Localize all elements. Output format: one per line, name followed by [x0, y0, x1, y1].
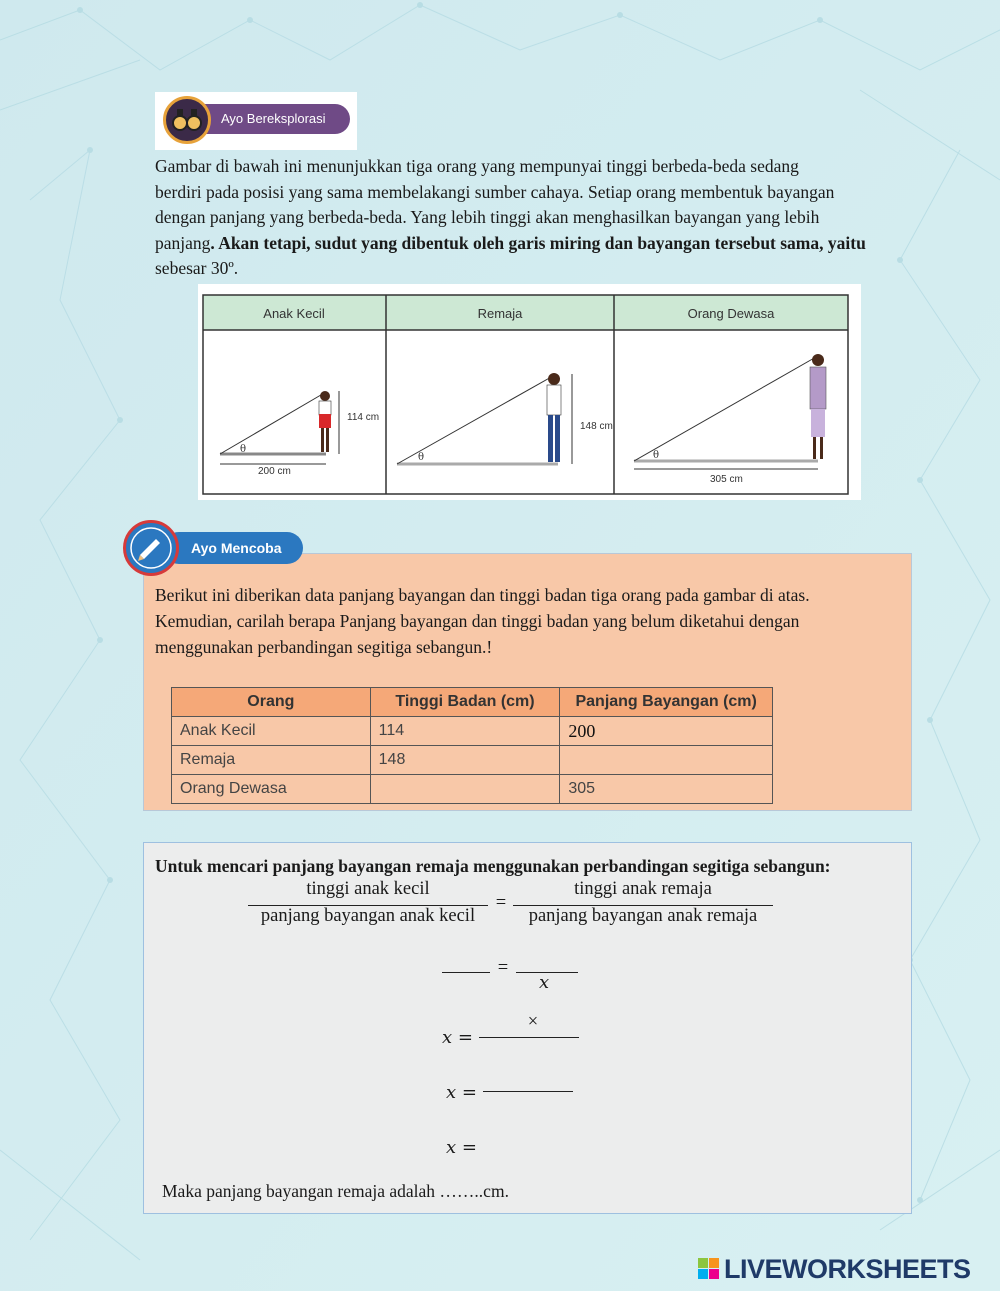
- cell-bayangan: 305: [560, 775, 773, 804]
- cell-tinggi: 114: [370, 717, 560, 746]
- step3-x-eq: x =: [446, 1082, 477, 1103]
- cell-bayangan-input[interactable]: [560, 746, 773, 775]
- shadow-figure: [198, 284, 861, 500]
- header-tinggi: Tinggi Badan (cm): [370, 688, 560, 717]
- adult-angle-label: θ: [653, 450, 660, 461]
- step1-x: x: [539, 972, 550, 993]
- cell-orang: Orang Dewasa: [172, 775, 371, 804]
- logo-text: LIVEWORKSHEETS: [724, 1254, 971, 1284]
- header-orang: Orang: [172, 688, 371, 717]
- table-header-row: [172, 688, 773, 717]
- figure-header-adult: Orang Dewasa: [687, 306, 775, 321]
- intro-paragraph: [155, 154, 905, 282]
- step4-x-eq: x =: [446, 1137, 477, 1158]
- step2-times: ×: [527, 1012, 539, 1032]
- explore-badge: [155, 92, 357, 150]
- try-paragraph: [155, 582, 905, 660]
- binoculars-icon: [163, 96, 211, 144]
- solution-title: Untuk mencari panjang bayangan remaja menggunakan perbandingan segitiga sebangun:: [155, 856, 831, 876]
- step2-fraction-bar[interactable]: [479, 1037, 579, 1038]
- adult-shadow-label: 305 cm: [710, 474, 743, 485]
- teen-diagram: [397, 373, 613, 464]
- cell-tinggi: 148: [370, 746, 560, 775]
- table-row: [172, 717, 773, 746]
- figure-header-child: Anak Kecil: [263, 306, 325, 321]
- step3-fraction-bar[interactable]: [483, 1091, 573, 1092]
- intro-line-1: Gambar di bawah ini menunjukkan tiga orang yang mempunyai tinggi berbeda-beda sedang: [155, 156, 799, 176]
- fraction-numerator-right: tinggi anak remaja: [574, 879, 712, 899]
- explore-badge-label: Ayo Bereksplorasi: [185, 104, 350, 134]
- child-height-label: 114 cm: [347, 412, 380, 423]
- child-shadow-label: 200 cm: [258, 466, 291, 477]
- cell-tinggi-input[interactable]: [370, 775, 560, 804]
- adult-diagram: [634, 354, 826, 485]
- table-row: [172, 775, 773, 804]
- logo-square-orange: [709, 1258, 719, 1268]
- figure-header-teen: Remaja: [477, 306, 523, 321]
- child-angle-label: θ: [240, 444, 247, 455]
- intro-word-panjang: panjang: [155, 232, 211, 253]
- teen-angle-label: θ: [418, 452, 425, 463]
- conclusion-text: Maka panjang bayangan remaja adalah ……..cm.: [162, 1181, 509, 1201]
- intro-line-4: [155, 231, 905, 257]
- try-line-1: Berikut ini diberikan data panjang bayangan dan tinggi badan tiga orang pada gambar di atas.: [155, 585, 810, 605]
- step2-x-eq: x =: [442, 1027, 473, 1048]
- header-bayangan: Panjang Bayangan (cm): [560, 688, 773, 717]
- step1-equals: =: [497, 958, 509, 978]
- equals-sign-main: =: [495, 893, 507, 913]
- liveworksheets-logo: [698, 1256, 994, 1284]
- logo-square-blue: [698, 1269, 708, 1279]
- fraction-denominator-left: panjang bayangan anak kecil: [260, 906, 476, 926]
- try-badge-label: Ayo Mencoba: [163, 532, 303, 564]
- try-line-2: Kemudian, carilah berapa Panjang bayangan dan tinggi badan yang belum diketahui dengan: [155, 611, 800, 631]
- logo-square-pink: [709, 1269, 719, 1279]
- cell-orang: Remaja: [172, 746, 371, 775]
- pencil-hand-icon: [123, 520, 179, 576]
- child-diagram: [220, 391, 379, 477]
- teen-height-label: 148 cm: [580, 421, 613, 432]
- intro-line-4-rest: . Akan tetapi, sudut yang dibentuk oleh garis miring dan bayangan tersebut sama, yaitu: [210, 232, 866, 253]
- intro-line-5: sebesar 30º.: [155, 258, 239, 279]
- data-table: [171, 687, 773, 804]
- fraction-denominator-right: panjang bayangan anak remaja: [528, 906, 758, 926]
- try-badge: [123, 520, 313, 578]
- step1-blank-left[interactable]: [442, 972, 490, 973]
- fraction-numerator-left: tinggi anak kecil: [306, 879, 430, 899]
- cell-bayangan[interactable]: 200: [560, 717, 773, 746]
- intro-line-2: berdiri pada posisi yang sama membelakangi sumber cahaya. Setiap orang membentuk bayangan: [155, 181, 835, 202]
- table-row: [172, 746, 773, 775]
- cell-orang: Anak Kecil: [172, 717, 371, 746]
- try-line-3: menggunakan perbandingan segitiga sebangun.!: [155, 637, 493, 657]
- logo-square-green: [698, 1258, 708, 1268]
- intro-line-3: dengan panjang yang berbeda-beda. Yang lebih tinggi akan menghasilkan bayangan yang lebih: [155, 207, 820, 228]
